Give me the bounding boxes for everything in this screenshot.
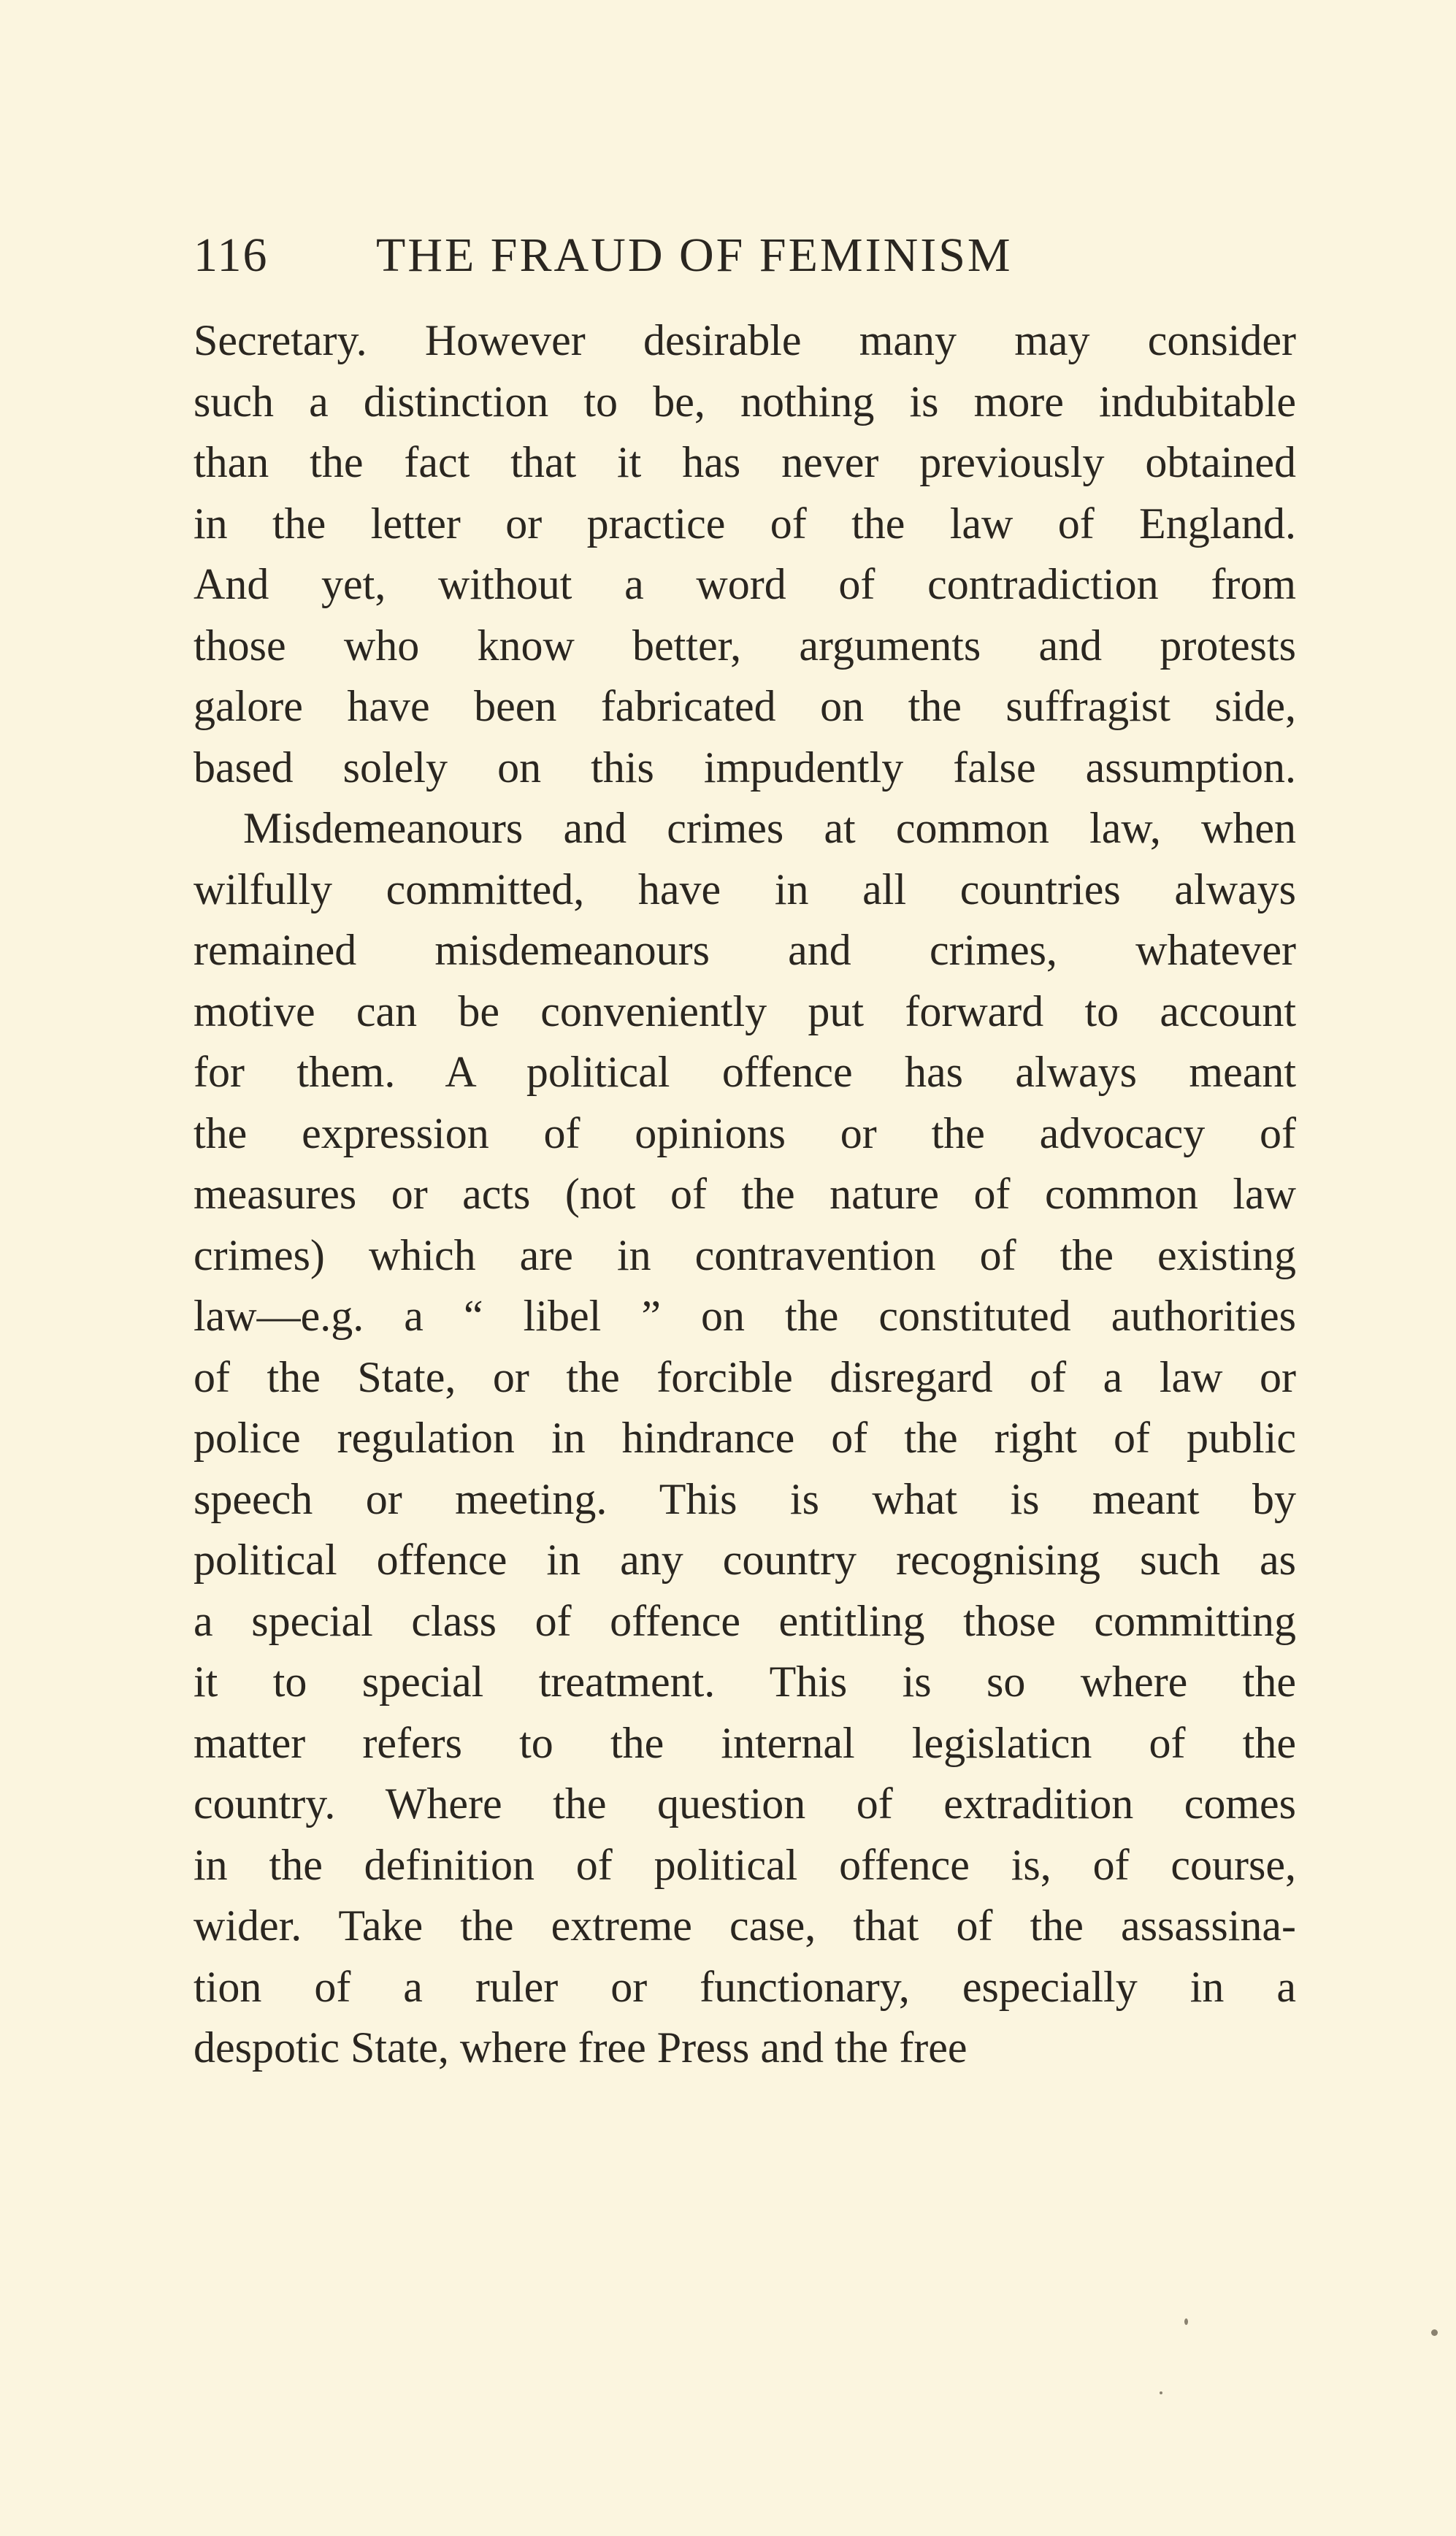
text-line: a special class of offence entitling those committing	[194, 1596, 1296, 1645]
text-line: motive can be conveniently put forward to account	[194, 987, 1296, 1035]
text-line: wider. Take the extreme case, that of the assassina-	[194, 1901, 1296, 1950]
text-line: in the letter or practice of the law of England.	[194, 499, 1296, 548]
text-line: such a distinction to be, nothing is more indubitable	[194, 377, 1296, 426]
text-line: Misdemeanours and crimes at common law, when	[243, 804, 1296, 852]
text-line: tion of a ruler or functionary, especially in a	[194, 1962, 1296, 2011]
text-line: Secretary. However desirable many may consider	[194, 316, 1296, 364]
text-line: wilfully committed, have in all countries always	[194, 865, 1296, 913]
text-line: those who know better, arguments and protests	[194, 621, 1296, 670]
text-line: despotic State, where free Press and the free	[194, 2023, 968, 2072]
text-line: country. Where the question of extradition comes	[194, 1780, 1296, 1828]
text-line: speech or meeting. This is what is meant by	[194, 1474, 1296, 1523]
running-title: THE FRAUD OF FEMINISM	[376, 229, 1013, 282]
text-line: crimes) which are in contravention of the existing	[194, 1230, 1296, 1279]
text-line: it to special treatment. This is so where the	[194, 1658, 1296, 1706]
paper-speck	[1184, 2318, 1188, 2325]
text-line: And yet, without a word of contradiction from	[194, 560, 1296, 608]
text-line: for them. A political offence has always meant	[194, 1048, 1296, 1096]
text-line: political offence in any country recognising such as	[194, 1536, 1296, 1584]
page-header	[194, 219, 1296, 292]
text-line: than the fact that it has never previously obtained	[194, 438, 1296, 486]
text-line: remained misdemeanours and crimes, whatever	[194, 926, 1296, 974]
paper-speck	[1160, 2391, 1162, 2394]
text-line: measures or acts (not of the nature of common law	[194, 1170, 1296, 1218]
text-line: matter refers to the internal legislaticn of the	[194, 1718, 1296, 1767]
text-line: the expression of opinions or the advocacy of	[194, 1108, 1296, 1157]
text-line: galore have been fabricated on the suffragist side,	[194, 682, 1296, 730]
text-line: in the definition of political offence is, of course,	[194, 1840, 1296, 1889]
paper-speck	[1431, 2329, 1438, 2336]
text-line: law—e.g. a “ libel ” on the constituted authorities	[194, 1292, 1296, 1340]
body-text	[194, 310, 1296, 2079]
text-line: based solely on this impudently false assumption.	[194, 743, 1296, 792]
text-line: police regulation in hindrance of the right of public	[194, 1414, 1296, 1462]
text-line: of the State, or the forcible disregard of a law or	[194, 1352, 1296, 1401]
page-number: 116	[194, 229, 269, 282]
